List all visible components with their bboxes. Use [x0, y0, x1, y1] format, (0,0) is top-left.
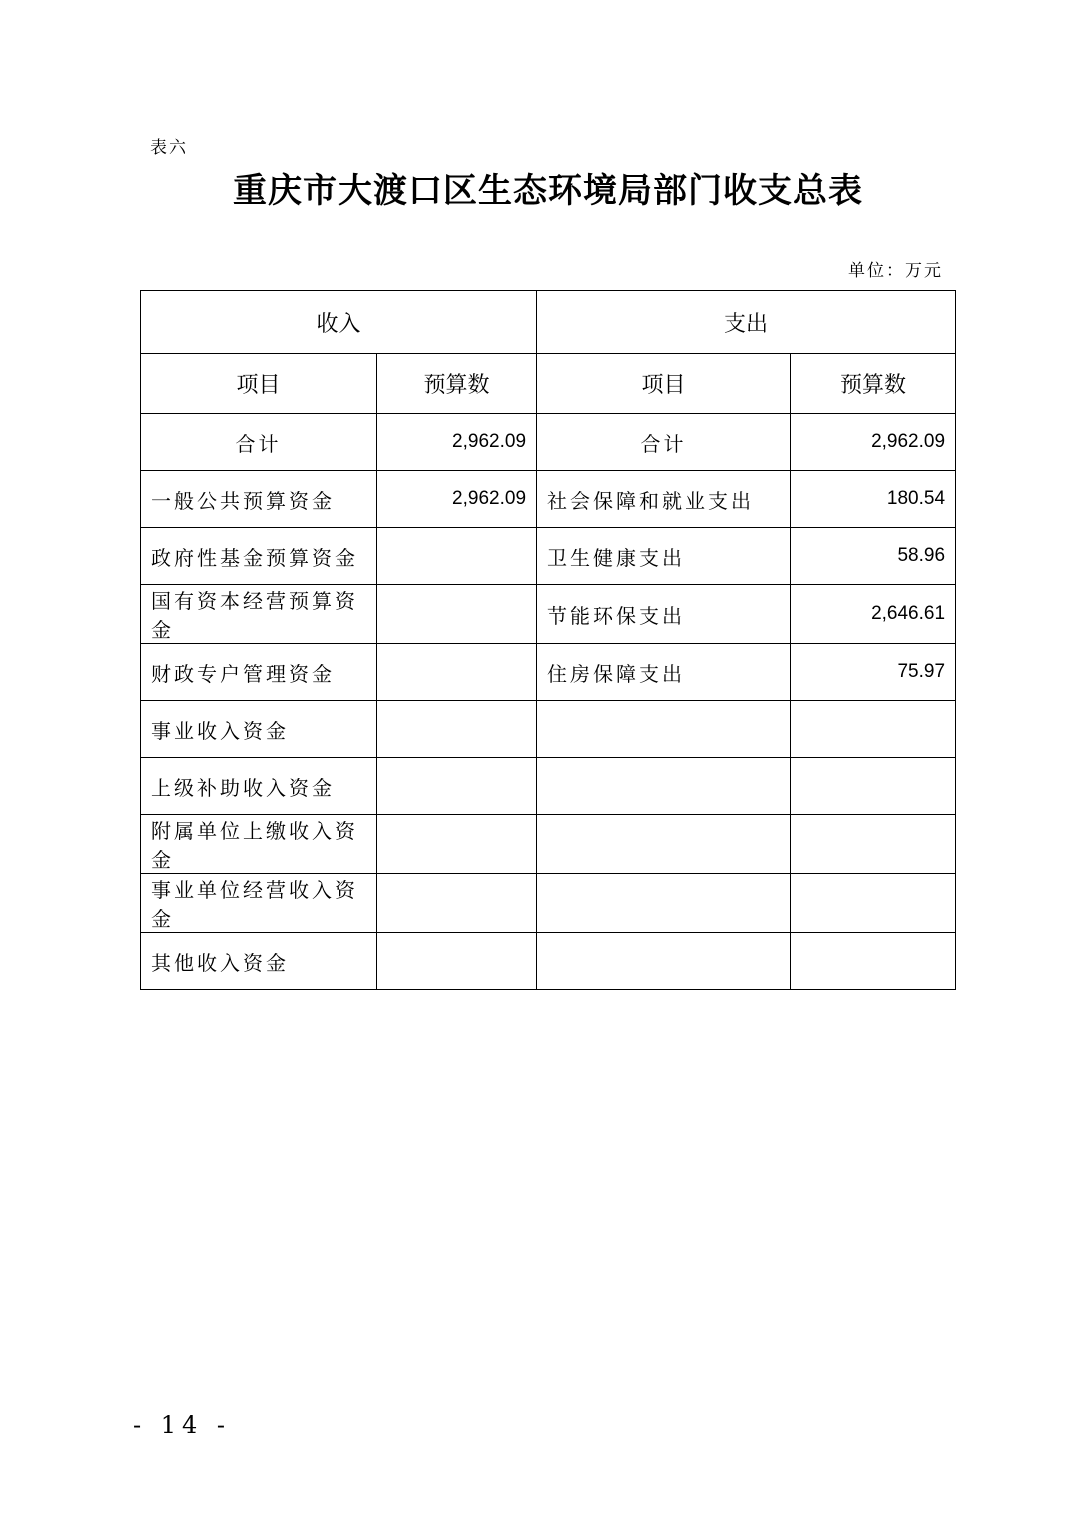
table-row	[141, 644, 956, 701]
income-amount-cell	[377, 815, 537, 874]
table-row	[141, 758, 956, 815]
income-amount-cell: 2,962.09	[377, 471, 537, 528]
income-item-cell: 其他收入资金	[141, 933, 377, 990]
expense-amount-cell: 2,962.09	[791, 414, 956, 471]
table-row	[141, 874, 956, 933]
income-item-cell: 上级补助收入资金	[141, 758, 377, 815]
column-header-row	[141, 354, 956, 414]
expense-item-cell	[537, 874, 791, 933]
unit-label: 单位：万元	[848, 261, 943, 281]
expense-amount-cell	[791, 758, 956, 815]
expense-item-cell: 卫生健康支出	[537, 528, 791, 585]
budget-summary-table	[140, 290, 956, 990]
expense-item-cell	[537, 758, 791, 815]
expense-amount-cell	[791, 933, 956, 990]
income-item-cell: 附属单位上缴收入资金	[141, 815, 377, 874]
table-row	[141, 585, 956, 644]
income-item-cell: 合计	[141, 414, 377, 471]
expense-amount-cell	[791, 815, 956, 874]
income-amount-cell	[377, 758, 537, 815]
total-row	[141, 414, 956, 471]
income-item-cell: 政府性基金预算资金	[141, 528, 377, 585]
expense-amount-cell: 75.97	[791, 644, 956, 701]
income-item-header: 项目	[141, 354, 377, 414]
expense-amount-cell: 58.96	[791, 528, 956, 585]
income-item-cell: 国有资本经营预算资金	[141, 585, 377, 644]
expense-amount-cell	[791, 874, 956, 933]
expense-amount-cell: 180.54	[791, 471, 956, 528]
income-item-cell: 事业收入资金	[141, 701, 377, 758]
income-item-cell: 财政专户管理资金	[141, 644, 377, 701]
table-row	[141, 815, 956, 874]
expense-item-cell: 节能环保支出	[537, 585, 791, 644]
table-body	[141, 414, 956, 990]
table-label: 表六	[150, 138, 188, 158]
income-group-header: 收入	[141, 291, 537, 354]
expense-amount-cell: 2,646.61	[791, 585, 956, 644]
expense-amount-header: 预算数	[791, 354, 956, 414]
expense-item-cell: 社会保障和就业支出	[537, 471, 791, 528]
table-row	[141, 701, 956, 758]
income-amount-cell	[377, 933, 537, 990]
income-item-cell: 事业单位经营收入资金	[141, 874, 377, 933]
income-amount-cell	[377, 701, 537, 758]
income-amount-cell: 2,962.09	[377, 414, 537, 471]
expense-amount-cell	[791, 701, 956, 758]
expense-item-cell	[537, 815, 791, 874]
expense-item-cell: 住房保障支出	[537, 644, 791, 701]
group-header-row	[141, 291, 956, 354]
income-amount-cell	[377, 644, 537, 701]
income-amount-cell	[377, 528, 537, 585]
table-row	[141, 471, 956, 528]
income-item-cell: 一般公共预算资金	[141, 471, 377, 528]
expense-group-header: 支出	[537, 291, 956, 354]
table-row	[141, 933, 956, 990]
page-title: 重庆市大渡口区生态环境局部门收支总表	[233, 171, 863, 211]
expense-item-cell: 合计	[537, 414, 791, 471]
income-amount-cell	[377, 874, 537, 933]
table-row	[141, 528, 956, 585]
income-amount-header: 预算数	[377, 354, 537, 414]
income-amount-cell	[377, 585, 537, 644]
expense-item-cell	[537, 701, 791, 758]
expense-item-cell	[537, 933, 791, 990]
page-number: - 14 -	[133, 1411, 232, 1439]
expense-item-header: 项目	[537, 354, 791, 414]
